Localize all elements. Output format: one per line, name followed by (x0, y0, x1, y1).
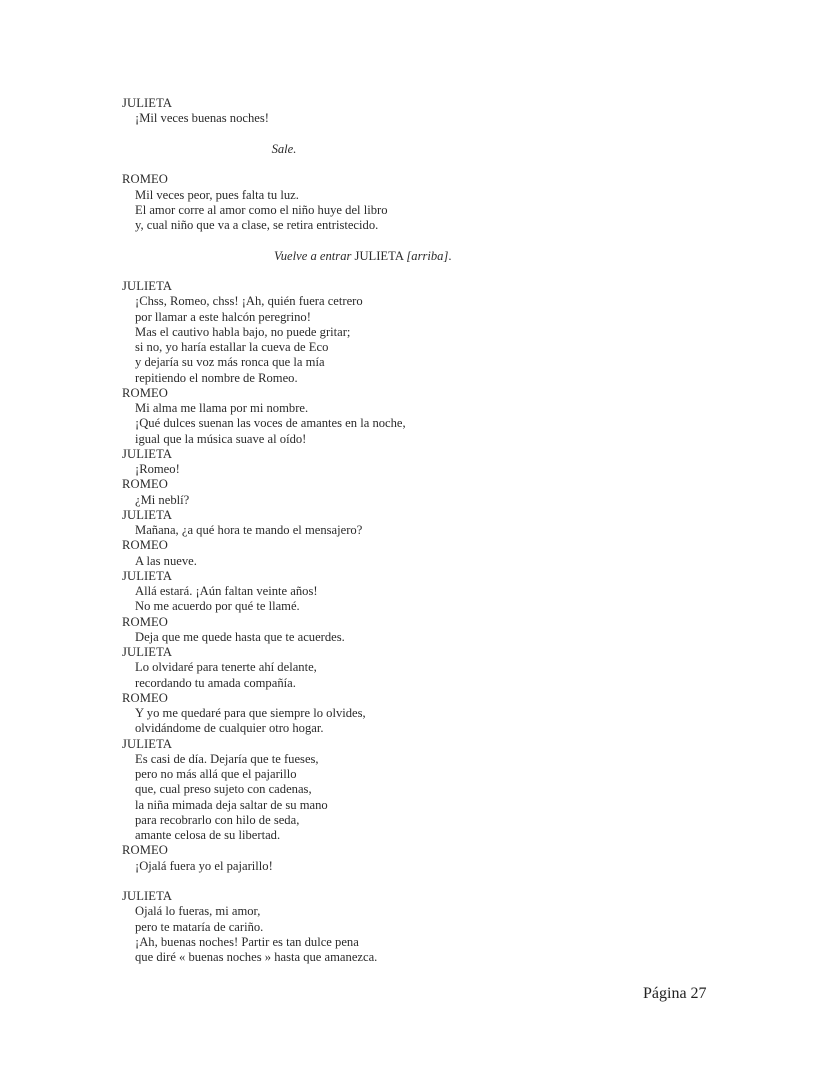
verse-line: ¿Mi neblí? (135, 492, 190, 507)
verse-line: repitiendo el nombre de Romeo. (135, 370, 298, 385)
verse-line: ¡Ojalá fuera yo el pajarillo! (135, 858, 273, 873)
spacer (122, 233, 722, 248)
speaker-name: ROMEO (122, 843, 168, 858)
verse-line: Mas el cautivo habla bajo, no puede gritar; (135, 324, 351, 339)
speaker-name: JULIETA (122, 568, 173, 583)
verse-line: No me acuerdo por qué te llamé. (135, 599, 300, 614)
verse-line: ¡Chss, Romeo, chss! ¡Ah, quién fuera cetrero (135, 294, 363, 309)
verse-line: Allá estará. ¡Aún faltan veinte años! (135, 584, 318, 598)
speaker-name: ROMEO (122, 614, 168, 629)
verse-line: Y yo me quedaré para que siempre lo olvides, (135, 706, 366, 720)
verse-line: A las nueve. (135, 553, 197, 568)
speaker-name: ROMEO (122, 385, 168, 400)
verse-line: olvidándome de cualquier otro hogar. (135, 721, 324, 736)
verse-line: que diré « buenas noches » hasta que amanezca. (135, 950, 378, 964)
verse-line: recordando tu amada compañía. (135, 675, 296, 690)
verse-line: El amor corre al amor como el niño huye del libro (135, 202, 388, 217)
speaker-name: JULIETA (122, 645, 173, 659)
verse-line: ¡Qué dulces suenan las voces de amantes en la noche, (135, 416, 406, 431)
verse-line: la niña mimada deja saltar de su mano (135, 797, 328, 812)
direction-text: . (448, 248, 452, 263)
speaker-name: JULIETA (122, 889, 173, 903)
spacer (122, 157, 722, 172)
speaker-name: ROMEO (122, 172, 168, 187)
verse-line: y dejaría su voz más ronca que la mía (135, 355, 325, 370)
verse-line: ¡Ah, buenas noches! Partir es tan dulce pena (135, 934, 359, 949)
verse-line: Deja que me quede hasta que te acuerdes. (135, 629, 345, 644)
verse-line: Lo olvidaré para tenerte ahí delante, (135, 660, 317, 675)
verse-line: pero no más allá que el pajarillo (135, 767, 297, 781)
speaker-name: ROMEO (122, 690, 168, 705)
speaker-name: ROMEO (122, 477, 168, 492)
verse-line: ¡Romeo! (135, 462, 180, 476)
direction-text: Vuelve a entrar (274, 248, 352, 263)
speaker-name: JULIETA (122, 96, 173, 110)
verse-line: que, cual preso sujeto con cadenas, (135, 782, 312, 797)
speaker-name: JULIETA (122, 507, 173, 522)
verse-line: para recobrarlo con hilo de seda, (135, 812, 300, 827)
speaker-name: ROMEO (122, 538, 168, 553)
verse-line: Es casi de día. Dejaría que te fueses, (135, 751, 319, 766)
spacer (122, 874, 722, 889)
speaker-name: JULIETA (122, 279, 173, 293)
verse-line: ¡Mil veces buenas noches! (135, 111, 269, 126)
verse-line: Mil veces peor, pues falta tu luz. (135, 187, 299, 202)
spacer (122, 127, 722, 142)
verse-line: Mañana, ¿a qué hora te mando el mensajero? (135, 523, 363, 537)
verse-line: pero te mataría de cariño. (135, 919, 264, 934)
direction-text: [arriba] (406, 248, 449, 263)
page-number: Página 27 (643, 985, 707, 1002)
verse-line: igual que la música suave al oído! (135, 431, 307, 446)
speaker-name: JULIETA (122, 736, 173, 751)
direction-character: JULIETA (351, 248, 407, 263)
play-text (122, 96, 722, 965)
verse-line: amante celosa de su libertad. (135, 828, 281, 842)
stage-direction: Sale. (271, 141, 297, 156)
spacer (122, 264, 722, 279)
speaker-name: JULIETA (122, 446, 173, 461)
verse-line: por llamar a este halcón peregrino! (135, 309, 311, 324)
stage-direction (122, 249, 574, 264)
verse-line: y, cual niño que va a clase, se retira entristecido. (135, 218, 379, 232)
verse-line: si no, yo haría estallar la cueva de Eco (135, 340, 329, 354)
verse-line: Ojalá lo fueras, mi amor, (135, 904, 261, 919)
verse-line: Mi alma me llama por mi nombre. (135, 401, 309, 415)
